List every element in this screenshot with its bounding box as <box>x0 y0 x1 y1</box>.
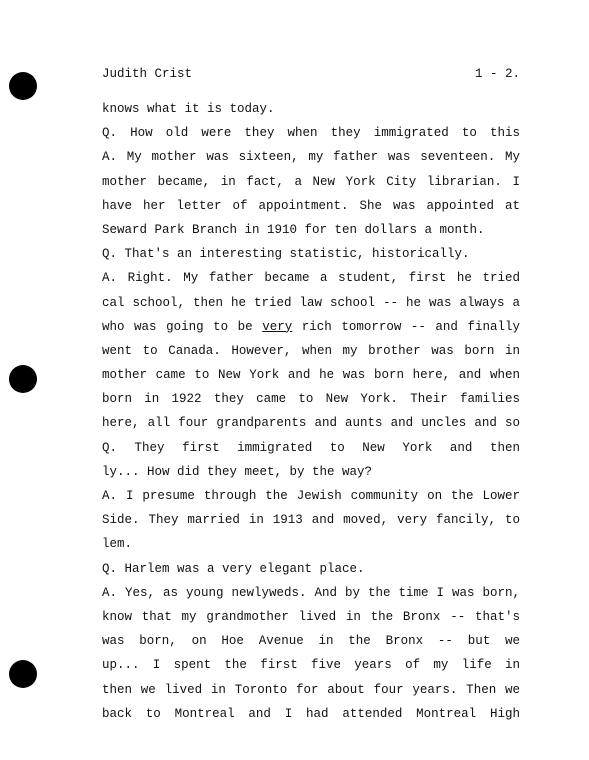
transcript-line: Q. That's an interesting statistic, historically. <box>102 247 470 262</box>
transcript-line <box>102 315 520 339</box>
transcript-line: cal school, then he tried law school -- he was always a <box>102 295 520 310</box>
transcript-line: here, all four grandparents and aunts and uncles and so <box>102 416 520 431</box>
transcript-line: Q. They first immigrated to New York and then <box>102 440 520 455</box>
transcript-line: Q. How old were they when they immigrated to this <box>102 126 520 141</box>
underlined-word: very <box>262 319 293 334</box>
transcript-line: have her letter of appointment. She was appointed at <box>102 198 520 213</box>
transcript-body <box>102 97 520 726</box>
transcript-line: A. Right. My father became a student, first he tried <box>102 271 520 286</box>
transcript-line: went to Canada. However, when my brother was born in <box>102 343 520 358</box>
punch-hole-top <box>9 72 37 100</box>
transcript-line: up... I spent the first five years of my life in <box>102 658 520 673</box>
transcript-line: Side. They married in 1913 and moved, very fancily, to <box>102 513 520 528</box>
punch-hole-middle <box>9 365 37 393</box>
transcript-line: was born, on Hoe Avenue in the Bronx -- but we <box>102 634 520 649</box>
transcript-line: mother came to New York and he was born here, and when <box>102 368 520 383</box>
transcript-line: back to Montreal and I had attended Montreal High <box>102 706 520 721</box>
transcript-line: Q. Harlem was a very elegant place. <box>102 561 365 576</box>
interviewee-name: Judith Crist <box>102 67 193 81</box>
transcript-line: A. Yes, as young newlyweds. And by the time I was born, <box>102 585 520 600</box>
transcript-line: then we lived in Toronto for about four years. Then we <box>102 682 520 697</box>
transcript-line: mother became, in fact, a New York City librarian. I <box>102 174 520 189</box>
transcript-line: born in 1922 they came to New York. Their families <box>102 392 520 407</box>
transcript-line: Seward Park Branch in 1910 for ten dollars a month. <box>102 222 485 237</box>
line-segment: rich tomorrow -- and finally <box>301 319 520 334</box>
transcript-line: A. My mother was sixteen, my father was seventeen. My <box>102 150 520 165</box>
transcript-line: knows what it is today. <box>102 102 275 116</box>
transcript-line: lem. <box>102 537 133 552</box>
punch-hole-bottom <box>9 660 37 688</box>
page-number: 1 - 2. <box>474 67 520 81</box>
page-header <box>102 62 520 86</box>
transcript-line: A. I presume through the Jewish community on the Lower <box>102 489 520 503</box>
line-segment: who was going to be <box>102 319 263 334</box>
transcript-line: know that my grandmother lived in the Bronx -- that's <box>102 609 520 624</box>
transcript-line: ly... How did they meet, by the way? <box>102 464 373 479</box>
